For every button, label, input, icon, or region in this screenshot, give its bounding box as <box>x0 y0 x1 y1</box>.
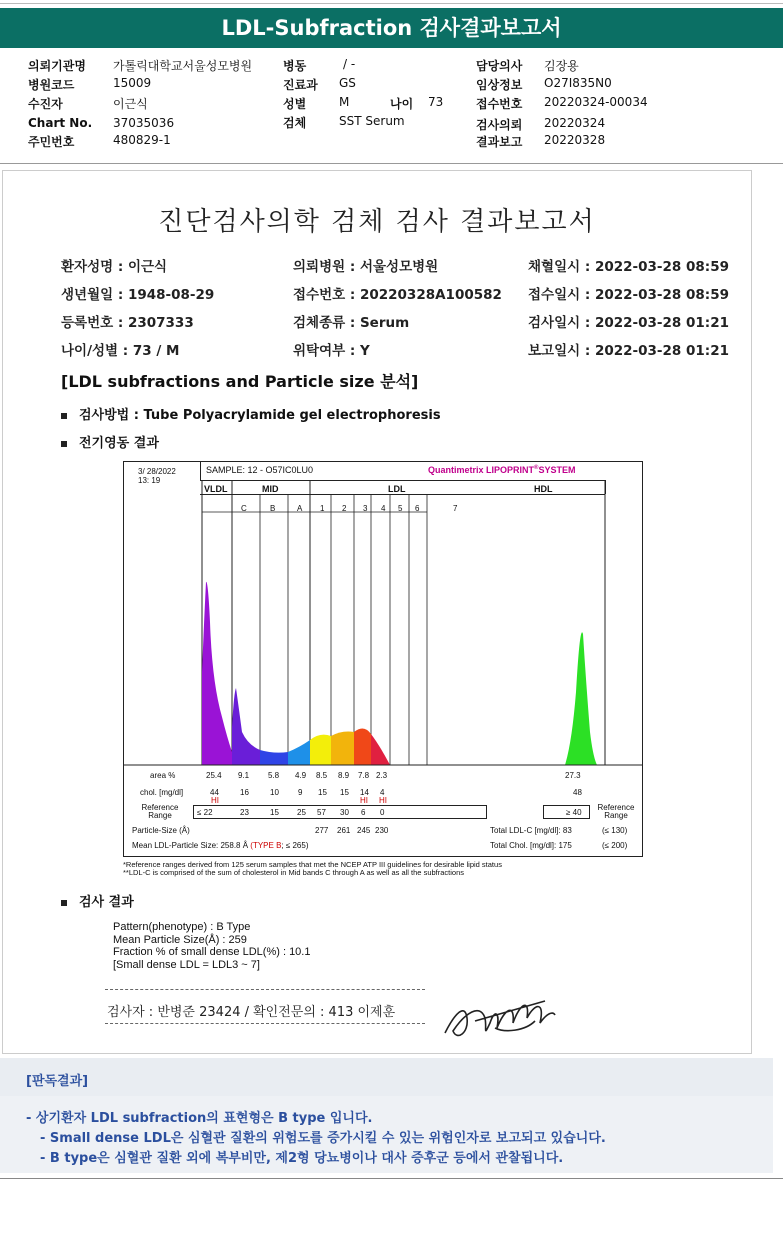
hdr-value: 480829-1 <box>113 133 171 147</box>
band-label: 2 <box>342 504 347 513</box>
hdr-label: 병동 <box>283 59 307 73</box>
mean-ps-type: (TYPE B <box>250 841 282 850</box>
ref-value: 57 <box>317 808 326 817</box>
interpretation-line: - B type은 심혈관 질환 외에 복부비만, 제2형 당뇨병이나 대사 증후군 등에서 관찰됩니다. <box>40 1151 564 1166</box>
hdr-label: 임상정보 <box>476 78 523 92</box>
ref-value: ≥ 40 <box>566 808 582 817</box>
signature-image <box>435 983 565 1048</box>
hdr-value: / - <box>343 57 356 71</box>
hi-flag: HI <box>211 796 219 805</box>
hdr-label: 접수번호 <box>476 97 523 111</box>
electro-item <box>61 432 159 451</box>
vldl-peak <box>202 582 232 765</box>
mid-c-peak <box>232 688 260 765</box>
chol-value: 16 <box>240 788 249 797</box>
band-label: 5 <box>398 504 403 513</box>
ldl1-peak <box>310 735 331 765</box>
hdr-value: 20220324 <box>544 116 606 130</box>
hi-flag: HI <box>360 796 368 805</box>
ref-value: 6 <box>361 808 366 817</box>
result-title: 검사 결과 <box>79 895 134 910</box>
ps-value: 245 <box>357 826 371 835</box>
info-report-time: 보고일시 : 2022-03-28 01:21 <box>528 343 729 359</box>
hdr-label: Chart No. <box>28 116 93 130</box>
interpretation-line: - 상기환자 LDL subfraction의 표현형은 B type 입니다. <box>26 1111 373 1126</box>
info-reg-no: 등록번호 : 2307333 <box>61 315 194 331</box>
result-item <box>61 891 134 910</box>
info-specimen: 검체종류 : Serum <box>293 315 410 331</box>
info-patient-name: 환자성명 : 이근식 <box>61 259 168 275</box>
mid-a-peak <box>288 740 310 765</box>
info-receipt-time: 접수일시 : 2022-03-28 08:59 <box>528 287 729 303</box>
result-lines <box>113 921 310 971</box>
dash-divider <box>105 989 425 990</box>
hdr-label: 검사의뢰 <box>476 118 523 132</box>
info-consign: 위탁여부 : Y <box>293 343 370 359</box>
chart-date: 3/ 28/2022 <box>138 467 176 476</box>
area-value: 4.9 <box>295 771 307 780</box>
mean-ps-text: Mean LDL-Particle Size: 258.8 Å <box>132 841 249 850</box>
row-label-chol: chol. [mg/dl] <box>140 788 184 797</box>
row-label-ref: Reference Range <box>141 803 179 820</box>
chol-value: 15 <box>318 788 327 797</box>
brand-reg: ® <box>534 465 539 471</box>
mean-ps <box>132 841 309 850</box>
info-test-time: 검사일시 : 2022-03-28 01:21 <box>528 315 729 331</box>
ldl3-peak <box>354 728 371 765</box>
chol-value: 15 <box>340 788 349 797</box>
info-receipt-no: 접수번호 : 20220328A100582 <box>293 287 502 303</box>
ref-value: 25 <box>297 808 306 817</box>
hdr-value: 73 <box>428 95 444 109</box>
band-label: B <box>270 504 276 513</box>
interpretation-header <box>0 1058 773 1097</box>
bullet-icon <box>61 413 67 419</box>
interpretation-title: [판독결과] <box>26 1074 89 1089</box>
hdr-label: 나이 <box>390 97 414 111</box>
lipoprint-chart <box>123 461 643 857</box>
ref-value: 30 <box>340 808 349 817</box>
hdr-value: 가톨릭대학교서울성모병원 <box>113 59 253 73</box>
total-chol-ref: (≤ 200) <box>602 841 628 850</box>
interpretation-panel <box>0 1058 773 1173</box>
bottom-divider <box>0 1178 783 1179</box>
chol-value: 44 <box>210 788 219 797</box>
chart-sample: SAMPLE: 12 - O57IC0LU0 <box>206 465 314 475</box>
total-ldl-ref: (≤ 130) <box>602 826 628 835</box>
chol-value: 4 <box>380 788 385 797</box>
chol-value: 48 <box>573 788 582 797</box>
hi-flag: HI <box>379 796 387 805</box>
hdr-label: 진료과 <box>283 78 318 92</box>
row-label-ps: Particle-Size (Å) <box>132 826 190 835</box>
brand-text: Quantimetrix LIPOPRINT <box>428 465 535 475</box>
total-chol: Total Chol. [mg/dl]: 175 <box>490 841 572 850</box>
bullet-icon <box>61 441 67 447</box>
band-label: 1 <box>320 504 325 513</box>
ref-value: 23 <box>240 808 249 817</box>
info-age-sex: 나이/성별 : 73 / M <box>61 343 180 359</box>
hdr-label: 주민번호 <box>28 135 75 149</box>
chart-note: **LDL-C is comprised of the sum of cholesterol in Mid bands C through A as well as all the subfractions <box>123 868 465 877</box>
band-label: C <box>241 504 247 513</box>
area-value: 8.5 <box>316 771 328 780</box>
interpretation-body <box>0 1096 773 1173</box>
embedded-report <box>2 170 752 1054</box>
area-value: 5.8 <box>268 771 280 780</box>
hdr-value: 15009 <box>113 76 152 90</box>
ps-value: 261 <box>337 826 351 835</box>
group-ldl: LDL <box>388 484 406 494</box>
ref-value: ≤ 22 <box>197 808 213 817</box>
band-label: A <box>297 504 303 513</box>
result-line: Fraction % of small dense LDL(%) : 10.1 <box>113 946 311 958</box>
area-value: 25.4 <box>206 771 222 780</box>
row-label-area: area % <box>150 771 176 780</box>
header-divider <box>0 163 783 164</box>
hdr-label: 결과보고 <box>476 135 523 149</box>
hdr-label: 병원코드 <box>28 78 75 92</box>
area-value: 7.8 <box>358 771 370 780</box>
result-line: Pattern(phenotype) : B Type <box>113 921 251 933</box>
electro-title: 전기영동 결과 <box>79 436 159 451</box>
hdr-value: SST Serum <box>339 114 405 128</box>
hdr-value: 20220328 <box>544 133 606 147</box>
ldl4-peak <box>371 734 390 765</box>
hdr-value: GS <box>339 76 356 90</box>
hdr-value: 20220324-00034 <box>544 95 648 109</box>
hdr-value: O27I835N0 <box>544 76 612 90</box>
hdr-label: 담당의사 <box>476 59 523 73</box>
mean-ps-tail: ; ≤ 265) <box>281 841 309 850</box>
result-line: [Small dense LDL = LDL3 ~ 7] <box>113 958 260 971</box>
report-banner-title: LDL-Subfraction 검사결과보고서 <box>0 8 783 48</box>
band-label: 6 <box>415 504 420 513</box>
info-collect-time: 채혈일시 : 2022-03-28 08:59 <box>528 259 729 275</box>
method-text: 검사방법 : Tube Polyacrylamide gel electrophoresis <box>79 408 441 423</box>
chart-note: *Reference ranges derived from 125 serum samples that met the NCEP ATP III guidelines for desirable lipid status <box>123 860 502 869</box>
ref-value: 0 <box>380 808 385 817</box>
area-value: 27.3 <box>565 771 581 780</box>
ps-value: 230 <box>375 826 389 835</box>
chol-value: 14 <box>360 788 369 797</box>
section-title: [LDL subfractions and Particle size 분석] <box>61 372 419 391</box>
band-label: 4 <box>381 504 386 513</box>
mid-b-peak <box>260 750 288 765</box>
group-vldl: VLDL <box>204 484 228 494</box>
area-value: 2.3 <box>376 771 388 780</box>
total-ldl: Total LDL-C [mg/dl]: 83 <box>490 826 572 835</box>
group-hdl: HDL <box>534 484 553 494</box>
chol-value: 10 <box>270 788 279 797</box>
ps-value: 277 <box>315 826 329 835</box>
info-birth: 생년월일 : 1948-08-29 <box>61 287 215 303</box>
dash-divider <box>105 1023 425 1024</box>
method-item <box>61 404 441 423</box>
chart-time: 13: 19 <box>138 476 161 485</box>
hdl-peak <box>565 632 597 765</box>
band-label: 3 <box>363 504 368 513</box>
area-value: 9.1 <box>238 771 250 780</box>
hdr-value: 김장용 <box>544 59 579 73</box>
brand-suffix: SYSTEM <box>538 465 576 475</box>
info-hospital: 의뢰병원 : 서울성모병원 <box>293 259 439 275</box>
hdr-value: M <box>339 95 350 109</box>
area-value: 8.9 <box>338 771 350 780</box>
top-divider <box>0 3 783 4</box>
hdr-label: 의뢰기관명 <box>28 59 86 73</box>
chol-value: 9 <box>298 788 303 797</box>
ref-value: 15 <box>270 808 279 817</box>
bullet-icon <box>61 900 67 906</box>
ldl2-peak <box>331 732 354 766</box>
examiner-line: 검사자 : 반병준 23424 / 확인전문의 : 413 이제훈 <box>107 1005 396 1020</box>
report-title: 진단검사의학 검체 검사 결과보고서 <box>158 207 596 237</box>
ref-right-label: Reference Range <box>597 803 635 820</box>
interpretation-line: - Small dense LDL은 심혈관 질환의 위험도를 증가시킬 수 있는 위험인자로 보고되고 있습니다. <box>40 1131 606 1146</box>
hdr-label: 성별 <box>283 97 307 111</box>
hdr-label: 검체 <box>283 116 307 130</box>
hdr-value: 이근식 <box>113 97 148 111</box>
hdr-value: 37035036 <box>113 116 175 130</box>
hdr-label: 수진자 <box>28 97 63 111</box>
group-mid: MID <box>262 484 279 494</box>
result-line: Mean Particle Size(Å) : 259 <box>113 933 247 946</box>
band-label: 7 <box>453 504 458 513</box>
